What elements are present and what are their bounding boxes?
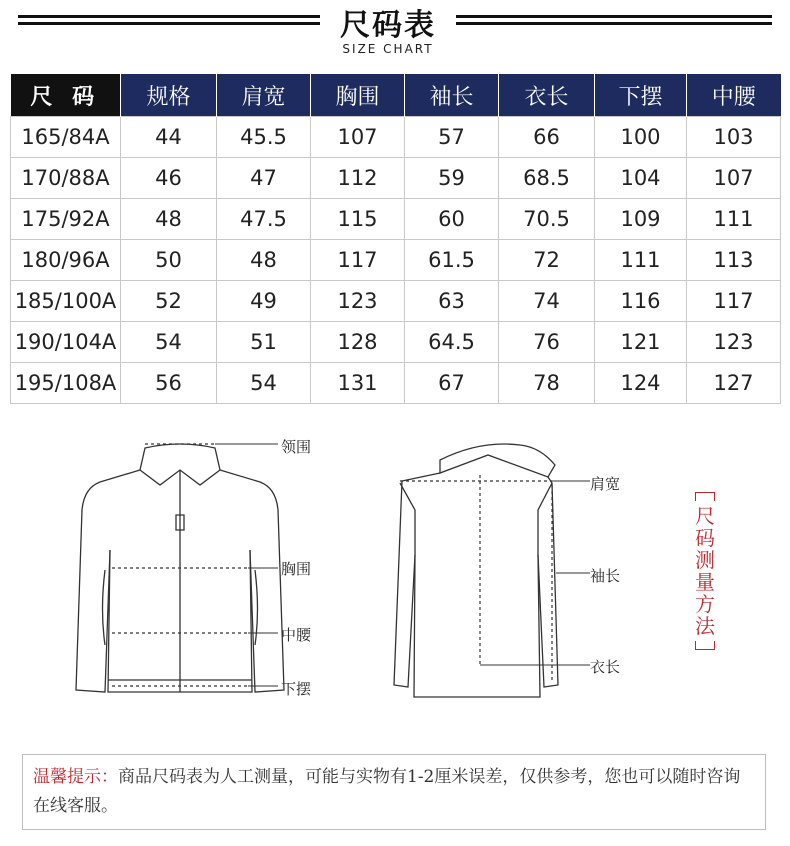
measurement-cell: 48 bbox=[217, 240, 311, 281]
column-header: 下摆 bbox=[595, 74, 687, 117]
size-cell: 195/108A bbox=[11, 363, 121, 404]
bracket-bottom bbox=[695, 641, 715, 650]
measurement-cell: 117 bbox=[687, 281, 781, 322]
measurement-cell: 45.5 bbox=[217, 117, 311, 158]
measurement-cell: 131 bbox=[311, 363, 405, 404]
size-cell: 165/84A bbox=[11, 117, 121, 158]
column-header: 中腰 bbox=[687, 74, 781, 117]
size-cell: 185/100A bbox=[11, 281, 121, 322]
bracket-top bbox=[695, 492, 715, 501]
measurement-cell: 46 bbox=[121, 158, 217, 199]
measurement-cell: 124 bbox=[595, 363, 687, 404]
measurement-cell: 64.5 bbox=[405, 322, 499, 363]
note-char: 码 bbox=[695, 526, 715, 550]
measurement-cell: 111 bbox=[595, 240, 687, 281]
label-hem: 下摆 bbox=[281, 680, 312, 698]
notice-text: 商品尺码表为人工测量，可能与实物有1-2厘米误差，仅供参考，您也可以随时咨询在线客服。 bbox=[33, 767, 741, 816]
page-title: 尺码表 bbox=[340, 8, 436, 43]
measurement-cell: 115 bbox=[311, 199, 405, 240]
column-header: 肩宽 bbox=[217, 74, 311, 117]
measurement-cell: 72 bbox=[499, 240, 595, 281]
label-shoulder: 肩宽 bbox=[590, 475, 621, 493]
measurement-cell: 54 bbox=[121, 322, 217, 363]
size-cell: 175/92A bbox=[11, 199, 121, 240]
measurement-cell: 76 bbox=[499, 322, 595, 363]
measurement-cell: 113 bbox=[687, 240, 781, 281]
measurement-cell: 49 bbox=[217, 281, 311, 322]
column-header: 袖长 bbox=[405, 74, 499, 117]
table-row bbox=[11, 281, 781, 322]
measurement-cell: 104 bbox=[595, 158, 687, 199]
measurement-cell: 57 bbox=[405, 117, 499, 158]
table-row bbox=[11, 363, 781, 404]
title-decor-right bbox=[456, 15, 772, 27]
measurement-cell: 67 bbox=[405, 363, 499, 404]
table-row bbox=[11, 199, 781, 240]
measurement-cell: 63 bbox=[405, 281, 499, 322]
measurement-cell: 70.5 bbox=[499, 199, 595, 240]
measurement-cell: 103 bbox=[687, 117, 781, 158]
measurement-cell: 109 bbox=[595, 199, 687, 240]
back-jacket-diagram bbox=[380, 435, 620, 715]
measurement-cell: 117 bbox=[311, 240, 405, 281]
measurement-cell: 61.5 bbox=[405, 240, 499, 281]
notice-prefix: 温馨提示： bbox=[33, 767, 118, 787]
page-subtitle: SIZE CHART bbox=[342, 42, 434, 56]
measurement-cell: 107 bbox=[311, 117, 405, 158]
note-char: 测 bbox=[695, 548, 715, 572]
size-table bbox=[10, 74, 781, 404]
label-waist: 中腰 bbox=[281, 626, 312, 644]
column-header: 规格 bbox=[121, 74, 217, 117]
measurement-cell: 44 bbox=[121, 117, 217, 158]
measurement-cell: 128 bbox=[311, 322, 405, 363]
measurement-cell: 112 bbox=[311, 158, 405, 199]
measurement-cell: 47 bbox=[217, 158, 311, 199]
table-row bbox=[11, 322, 781, 363]
measurement-cell: 100 bbox=[595, 117, 687, 158]
measurement-cell: 48 bbox=[121, 199, 217, 240]
measurement-cell: 107 bbox=[687, 158, 781, 199]
note-char: 法 bbox=[695, 614, 715, 638]
measurement-cell: 47.5 bbox=[217, 199, 311, 240]
front-jacket-diagram bbox=[70, 430, 290, 710]
measurement-cell: 116 bbox=[595, 281, 687, 322]
measurement-cell: 123 bbox=[311, 281, 405, 322]
measurement-cell: 78 bbox=[499, 363, 595, 404]
measurement-cell: 121 bbox=[595, 322, 687, 363]
table-row bbox=[11, 240, 781, 281]
notice-box bbox=[22, 754, 766, 830]
note-char: 尺 bbox=[695, 504, 715, 528]
label-collar: 领围 bbox=[281, 438, 312, 456]
size-cell: 190/104A bbox=[11, 322, 121, 363]
label-chest: 胸围 bbox=[281, 560, 312, 578]
measurement-cell: 52 bbox=[121, 281, 217, 322]
measurement-cell: 59 bbox=[405, 158, 499, 199]
label-length: 衣长 bbox=[590, 658, 621, 676]
label-sleeve: 袖长 bbox=[590, 567, 621, 585]
table-row bbox=[11, 117, 781, 158]
measurement-cell: 74 bbox=[499, 281, 595, 322]
column-header: 衣长 bbox=[499, 74, 595, 117]
column-header: 尺 码 bbox=[11, 74, 121, 117]
note-char: 方 bbox=[695, 592, 715, 616]
note-char: 量 bbox=[695, 570, 715, 594]
measure-method-note bbox=[690, 492, 720, 650]
measurement-cell: 66 bbox=[499, 117, 595, 158]
measurement-cell: 127 bbox=[687, 363, 781, 404]
title-decor-left bbox=[18, 15, 320, 27]
size-cell: 180/96A bbox=[11, 240, 121, 281]
measurement-cell: 60 bbox=[405, 199, 499, 240]
measurement-cell: 56 bbox=[121, 363, 217, 404]
table-row bbox=[11, 158, 781, 199]
column-header: 胸围 bbox=[311, 74, 405, 117]
measurement-cell: 54 bbox=[217, 363, 311, 404]
measurement-cell: 68.5 bbox=[499, 158, 595, 199]
size-chart-header bbox=[0, 0, 790, 60]
table-header-row bbox=[11, 74, 781, 117]
measurement-cell: 123 bbox=[687, 322, 781, 363]
size-cell: 170/88A bbox=[11, 158, 121, 199]
measurement-cell: 51 bbox=[217, 322, 311, 363]
measurement-cell: 111 bbox=[687, 199, 781, 240]
measurement-cell: 50 bbox=[121, 240, 217, 281]
